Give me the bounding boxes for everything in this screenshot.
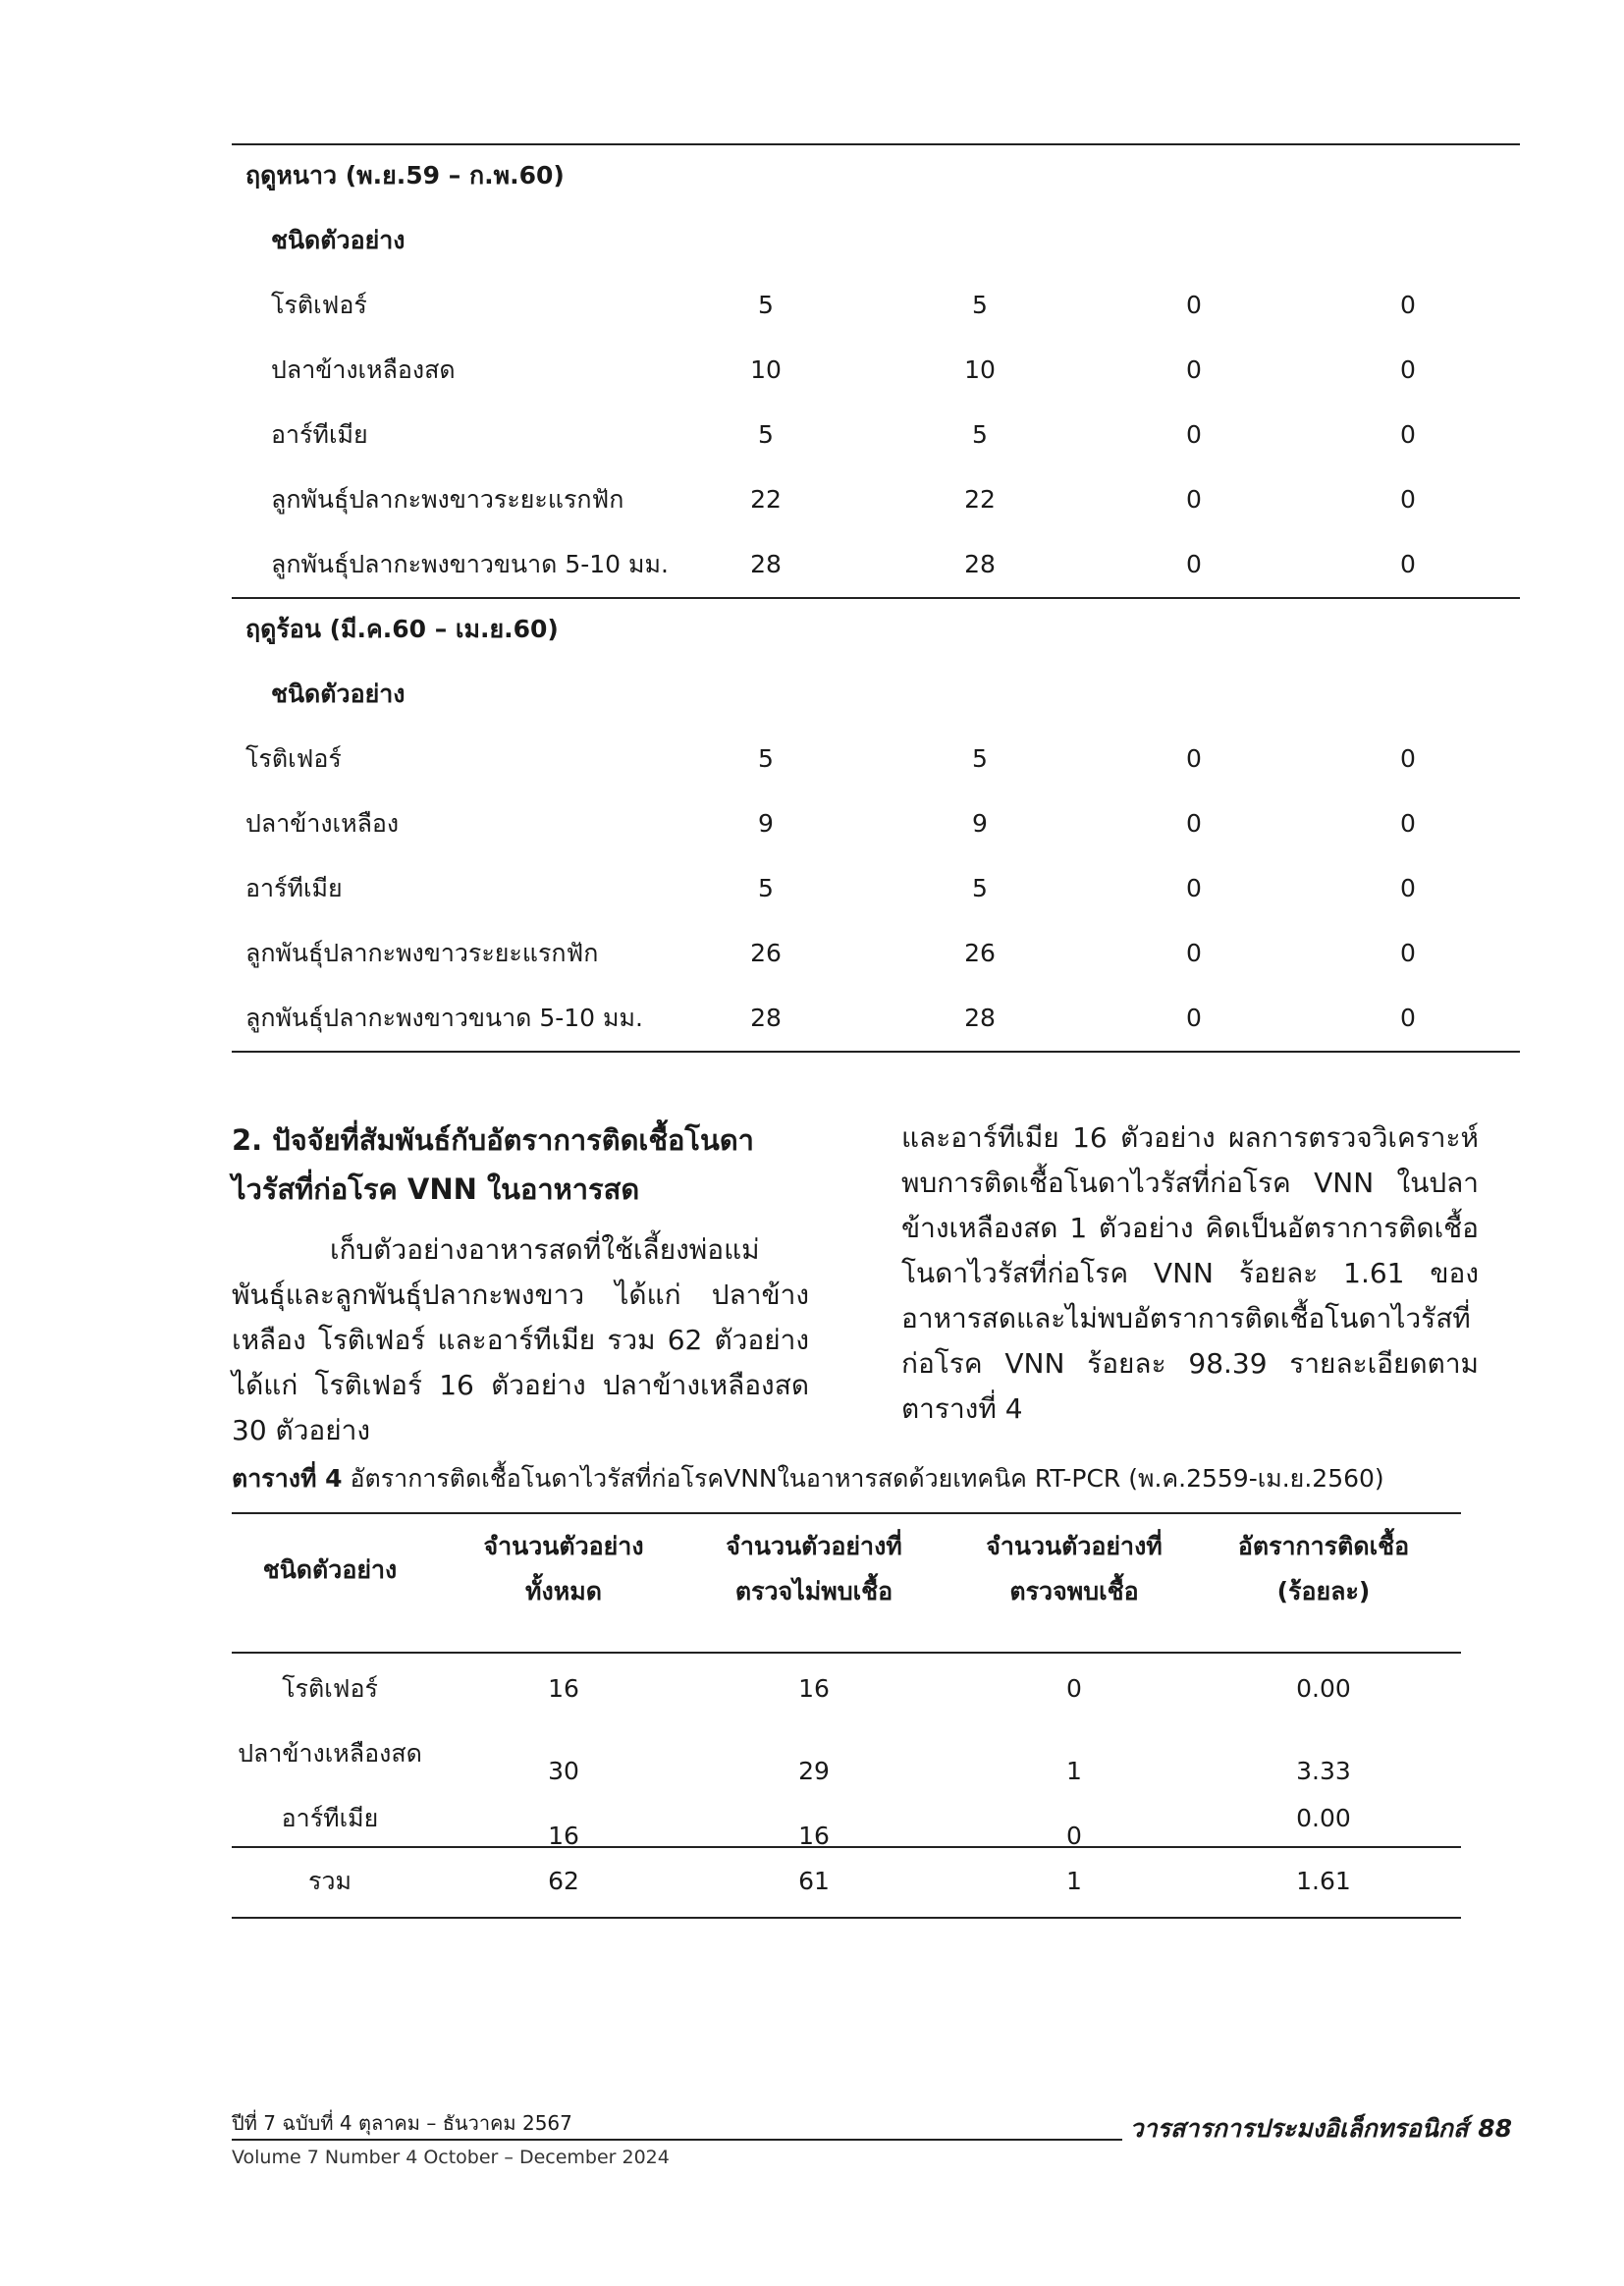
text-column-left — [232, 1116, 809, 1453]
table-rule — [232, 1051, 1520, 1053]
cell: 22 — [750, 485, 782, 514]
cell: 0 — [1400, 420, 1416, 449]
cell: 1 — [1066, 1757, 1082, 1785]
table-4-caption — [232, 1459, 1384, 1498]
cell: 5 — [758, 420, 774, 449]
cell: 5 — [972, 420, 988, 449]
row-label: อาร์ทีเมีย — [245, 874, 343, 902]
table-row — [232, 791, 1520, 856]
table-row — [232, 986, 1520, 1051]
row-label: โรติเฟอร์ — [271, 291, 367, 319]
table-3-continuation — [232, 143, 1520, 1053]
table-row — [232, 338, 1520, 403]
cell: 30 — [548, 1757, 579, 1785]
cell: 0 — [1186, 874, 1202, 902]
row-label: รวม — [308, 1867, 352, 1895]
row-label: ลูกพันธุ์ปลากะพงขาวขนาด 5-10 มม. — [271, 550, 669, 578]
header-text: ทั้งหมด — [525, 1577, 602, 1606]
cell: 1.61 — [1296, 1867, 1351, 1895]
cell: 28 — [964, 550, 996, 578]
cell: 26 — [750, 939, 782, 967]
body-paragraph: และอาร์ทีเมีย 16 ตัวอย่าง ผลการตรวจวิเคราะห์พบการติดเชื้อโนดาไวรัสที่ก่อโรค VNN ในปลาข้างเหลืองสด 1 ตัวอย่าง คิดเป็นอัตราการติดเชื้อโนดาไวรัสที่ก่อโรค VNN ร้อยละ 1.61 ของอาหารสดและไม่พบอัตราการติดเชื้อโนดาไวรัสที่ก่อโรค VNN ร้อยละ 98.39 รายละเอียดตามตารางที่ 4 — [901, 1121, 1479, 1425]
header-text: ตรวจพบเชื้อ — [1009, 1577, 1139, 1606]
footer-volume-english: Volume 7 Number 4 October – December 2024 — [232, 2147, 670, 2168]
cell: 0 — [1400, 355, 1416, 384]
cell: 0 — [1186, 355, 1202, 384]
cell: 5 — [972, 291, 988, 319]
table-4 — [232, 1512, 1461, 1919]
row-label: อาร์ทีเมีย — [271, 420, 368, 449]
caption-label: ตารางที่ 4 — [232, 1464, 343, 1493]
text-column-right — [901, 1116, 1479, 1432]
header-text: จำนวนตัวอย่างที่ — [726, 1532, 902, 1560]
header-text: ตรวจไม่พบเชื้อ — [734, 1577, 893, 1606]
cell: 28 — [750, 1004, 782, 1032]
cell: 29 — [798, 1757, 830, 1785]
cell: 5 — [758, 291, 774, 319]
cell: 0 — [1186, 809, 1202, 838]
cell: 5 — [972, 874, 988, 902]
winter-subheader: ชนิดตัวอย่าง — [271, 226, 406, 254]
cell: 0 — [1400, 485, 1416, 514]
page-number: 88 — [1478, 2114, 1512, 2143]
section-heading: 2. ปัจจัยที่สัมพันธ์กับอัตราการติดเชื้อโนดาไวรัสที่ก่อโรค VNN ในอาหารสด — [232, 1123, 754, 1206]
table-body — [232, 1654, 1461, 1850]
body-paragraph: เก็บตัวอย่างอาหารสดที่ใช้เลี้ยงพ่อแม่พันธุ์และลูกพันธุ์ปลากะพงขาว ได้แก่ ปลาข้างเหลือง โรติเฟอร์ และอาร์ทีเมีย รวม 62 ตัวอย่าง ได้แก่ โรติเฟอร์ 16 ตัวอย่าง ปลาข้างเหลืองสด 30 ตัวอย่าง — [232, 1233, 809, 1446]
row-label: ลูกพันธุ์ปลากะพงขาวระยะแรกฟัก — [271, 485, 624, 514]
header-cell — [446, 1524, 681, 1614]
cell: 0 — [1400, 291, 1416, 319]
header-text: (ร้อยละ) — [1276, 1577, 1371, 1606]
section-winter-label: ฤดูหนาว (พ.ย.59 – ก.พ.60) — [245, 161, 565, 190]
cell: 16 — [798, 1674, 830, 1703]
cell: 9 — [972, 809, 988, 838]
header-cell — [232, 1548, 428, 1593]
cell: 0.00 — [1296, 1804, 1351, 1832]
header-text: ชนิดตัวอย่าง — [262, 1555, 398, 1584]
cell: 0 — [1400, 809, 1416, 838]
row-label: โรติเฟอร์ — [282, 1674, 378, 1703]
table-total-row — [232, 1846, 1461, 1919]
cell: 16 — [548, 1674, 579, 1703]
table-row — [232, 532, 1520, 597]
cell: 10 — [750, 355, 782, 384]
header-cell — [691, 1524, 937, 1614]
cell: 0 — [1186, 420, 1202, 449]
table-row — [232, 727, 1520, 791]
cell: 0 — [1186, 550, 1202, 578]
cell: 61 — [798, 1867, 830, 1895]
cell: 3.33 — [1296, 1757, 1351, 1785]
table-row — [232, 856, 1520, 921]
table-row — [232, 467, 1520, 532]
row-label: ลูกพันธุ์ปลากะพงขาวระยะแรกฟัก — [245, 939, 599, 967]
cell: 0 — [1066, 1822, 1082, 1850]
row-label: อาร์ทีเมีย — [281, 1804, 379, 1832]
cell: 5 — [972, 744, 988, 773]
table-row — [232, 273, 1520, 338]
header-cell — [956, 1524, 1192, 1614]
cell: 16 — [798, 1822, 830, 1850]
caption-text: อัตราการติดเชื้อโนดาไวรัสที่ก่อโรคVNNในอาหารสดด้วยเทคนิค RT-PCR (พ.ค.2559-เม.ย.2560) — [350, 1464, 1384, 1493]
row-label: ปลาข้างเหลือง — [245, 809, 400, 838]
cell: 0 — [1186, 939, 1202, 967]
table-row — [232, 921, 1520, 986]
cell: 9 — [758, 809, 774, 838]
cell: 5 — [758, 874, 774, 902]
page-footer — [232, 2109, 1512, 2178]
header-text: จำนวนตัวอย่าง — [483, 1532, 644, 1560]
row-label: ลูกพันธุ์ปลากะพงขาวขนาด 5-10 มม. — [245, 1004, 643, 1032]
cell: 0 — [1400, 744, 1416, 773]
cell: 0 — [1400, 939, 1416, 967]
table-row — [232, 403, 1520, 467]
cell: 26 — [964, 939, 996, 967]
cell: 0 — [1186, 485, 1202, 514]
cell: 0 — [1400, 550, 1416, 578]
cell: 5 — [758, 744, 774, 773]
cell: 62 — [548, 1867, 579, 1895]
cell: 0 — [1066, 1674, 1082, 1703]
cell: 0 — [1186, 1004, 1202, 1032]
row-label: โรติเฟอร์ — [245, 744, 342, 773]
header-text: อัตราการติดเชื้อ — [1237, 1532, 1410, 1560]
cell: 0.00 — [1296, 1674, 1351, 1703]
row-label: ปลาข้างเหลืองสด — [238, 1739, 422, 1768]
cell: 16 — [548, 1822, 579, 1850]
summer-subheader: ชนิดตัวอย่าง — [271, 680, 406, 708]
cell: 28 — [750, 550, 782, 578]
header-cell — [1206, 1524, 1441, 1614]
cell: 10 — [964, 355, 996, 384]
cell: 0 — [1400, 874, 1416, 902]
row-label: ปลาข้างเหลืองสด — [271, 355, 456, 384]
footer-journal-title — [1122, 2113, 1512, 2145]
cell: 0 — [1186, 744, 1202, 773]
section-summer-label: ฤดูร้อน (มี.ค.60 – เม.ย.60) — [245, 615, 559, 643]
cell: 1 — [1066, 1867, 1082, 1895]
cell: 22 — [964, 485, 996, 514]
cell: 0 — [1186, 291, 1202, 319]
header-text: จำนวนตัวอย่างที่ — [986, 1532, 1163, 1560]
journal-name: วารสารการประมงอิเล็กทรอนิกส์ — [1129, 2114, 1469, 2143]
cell: 28 — [964, 1004, 996, 1032]
footer-issue-thai: ปีที่ 7 ฉบับที่ 4 ตุลาคม – ธันวาคม 2567 — [232, 2111, 572, 2135]
table-header — [232, 1512, 1461, 1654]
cell: 0 — [1400, 1004, 1416, 1032]
